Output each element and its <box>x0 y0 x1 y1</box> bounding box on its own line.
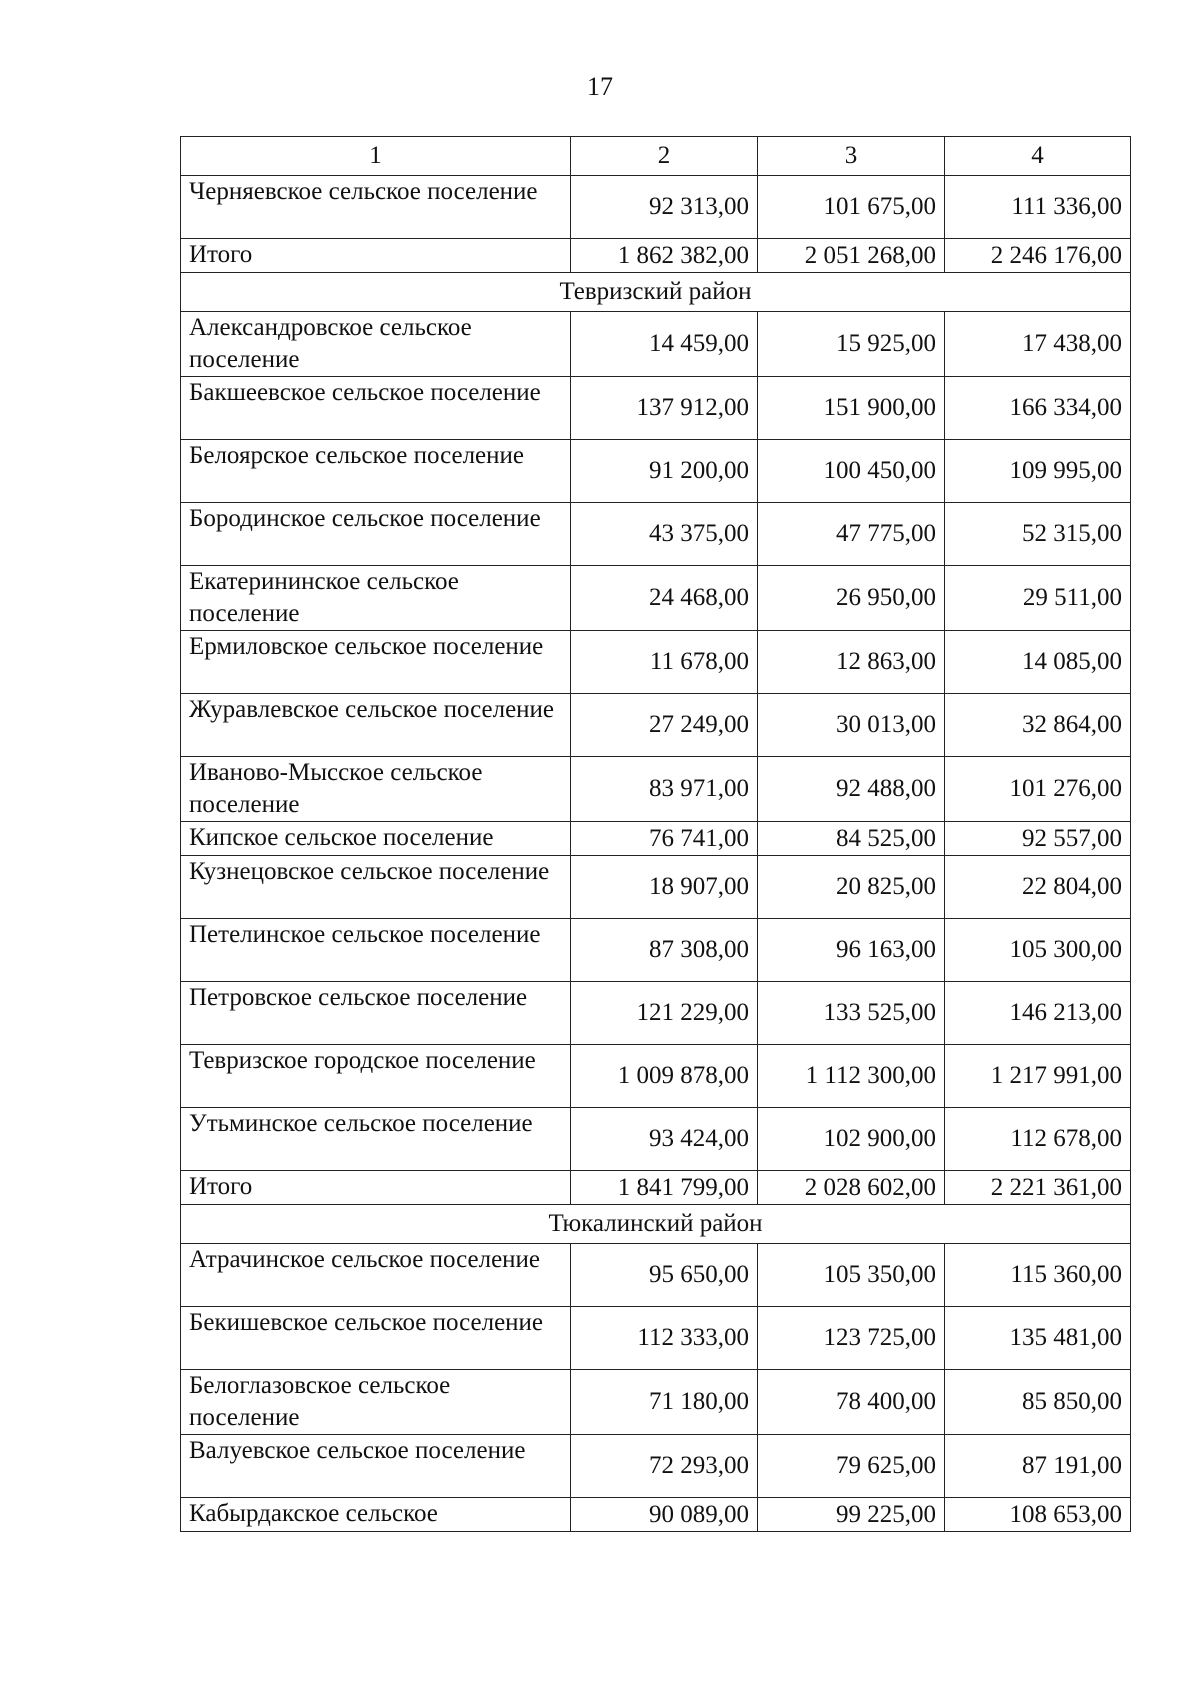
settlement-name: Ермиловское сельское поселение <box>181 631 571 694</box>
value-col-4: 115 360,00 <box>945 1244 1131 1307</box>
value-col-2: 72 293,00 <box>571 1435 758 1498</box>
column-header-4: 4 <box>945 137 1131 176</box>
value-col-2: 14 459,00 <box>571 312 758 377</box>
value-col-3: 15 925,00 <box>758 312 945 377</box>
value-col-2: 1 009 878,00 <box>571 1045 758 1108</box>
settlement-name: Бакшеевское сельское поселение <box>181 377 571 440</box>
value-col-4: 112 678,00 <box>945 1108 1131 1171</box>
total-label: Итого <box>181 1171 571 1205</box>
table-row <box>181 822 1131 856</box>
settlement-name: Атрачинское сельское поселение <box>181 1244 571 1307</box>
settlement-name: Бекишевское сельское поселение <box>181 1307 571 1370</box>
value-col-3: 79 625,00 <box>758 1435 945 1498</box>
value-col-2: 112 333,00 <box>571 1307 758 1370</box>
table-row <box>181 377 1131 440</box>
value-col-2: 18 907,00 <box>571 856 758 919</box>
value-col-2: 95 650,00 <box>571 1244 758 1307</box>
value-col-2: 27 249,00 <box>571 694 758 757</box>
table-row <box>181 1045 1131 1108</box>
settlement-name: Екатерининское сельское поселение <box>181 566 571 631</box>
value-col-3: 100 450,00 <box>758 440 945 503</box>
value-col-4: 146 213,00 <box>945 982 1131 1045</box>
value-col-3: 84 525,00 <box>758 822 945 856</box>
value-col-3: 151 900,00 <box>758 377 945 440</box>
settlement-name: Кузнецовское сельское поселение <box>181 856 571 919</box>
value-col-4: 85 850,00 <box>945 1370 1131 1435</box>
value-col-2: 90 089,00 <box>571 1498 758 1532</box>
value-col-2: 11 678,00 <box>571 631 758 694</box>
value-col-2: 121 229,00 <box>571 982 758 1045</box>
settlement-name: Утьминское сельское поселение <box>181 1108 571 1171</box>
value-col-3: 102 900,00 <box>758 1108 945 1171</box>
value-col-2: 91 200,00 <box>571 440 758 503</box>
column-header-3: 3 <box>758 137 945 176</box>
table-row <box>181 176 1131 239</box>
value-col-3: 101 675,00 <box>758 176 945 239</box>
value-col-3: 20 825,00 <box>758 856 945 919</box>
table-row <box>181 1108 1131 1171</box>
value-col-3: 2 028 602,00 <box>758 1171 945 1205</box>
table-row <box>181 757 1131 822</box>
value-col-4: 92 557,00 <box>945 822 1131 856</box>
settlement-name: Кипское сельское поселение <box>181 822 571 856</box>
value-col-2: 1 841 799,00 <box>571 1171 758 1205</box>
table-header <box>181 137 1131 176</box>
value-col-3: 105 350,00 <box>758 1244 945 1307</box>
settlement-name: Петровское сельское поселение <box>181 982 571 1045</box>
column-header-1: 1 <box>181 137 571 176</box>
table-row <box>181 1435 1131 1498</box>
value-col-2: 87 308,00 <box>571 919 758 982</box>
value-col-4: 52 315,00 <box>945 503 1131 566</box>
value-col-3: 96 163,00 <box>758 919 945 982</box>
settlement-name: Александровское сельское поселение <box>181 312 571 377</box>
value-col-4: 135 481,00 <box>945 1307 1131 1370</box>
table-row <box>181 1498 1131 1532</box>
total-row <box>181 239 1131 273</box>
value-col-3: 123 725,00 <box>758 1307 945 1370</box>
value-col-2: 71 180,00 <box>571 1370 758 1435</box>
settlement-name: Черняевское сельское поселение <box>181 176 571 239</box>
value-col-3: 99 225,00 <box>758 1498 945 1532</box>
table-row <box>181 440 1131 503</box>
value-col-3: 92 488,00 <box>758 757 945 822</box>
value-col-3: 26 950,00 <box>758 566 945 631</box>
settlement-name: Журавлевское сельское поселение <box>181 694 571 757</box>
section-header-row <box>181 273 1131 312</box>
settlement-name: Белоярское сельское поселение <box>181 440 571 503</box>
value-col-4: 111 336,00 <box>945 176 1131 239</box>
value-col-4: 109 995,00 <box>945 440 1131 503</box>
table-body <box>181 176 1131 1532</box>
table-row <box>181 631 1131 694</box>
settlement-name: Иваново-Мысское сельское поселение <box>181 757 571 822</box>
value-col-4: 101 276,00 <box>945 757 1131 822</box>
value-col-4: 2 221 361,00 <box>945 1171 1131 1205</box>
section-header-row <box>181 1205 1131 1244</box>
table-row <box>181 312 1131 377</box>
total-row <box>181 1171 1131 1205</box>
value-col-3: 133 525,00 <box>758 982 945 1045</box>
value-col-2: 43 375,00 <box>571 503 758 566</box>
settlement-name: Петелинское сельское поселение <box>181 919 571 982</box>
table-row <box>181 566 1131 631</box>
budget-table <box>180 136 1131 1532</box>
table-row <box>181 1307 1131 1370</box>
district-heading: Тюкалинский район <box>181 1205 1131 1244</box>
page-number: 17 <box>587 72 613 101</box>
table-row <box>181 694 1131 757</box>
settlement-name: Кабырдакское сельское <box>181 1498 571 1532</box>
value-col-4: 1 217 991,00 <box>945 1045 1131 1108</box>
table-row <box>181 919 1131 982</box>
value-col-4: 17 438,00 <box>945 312 1131 377</box>
value-col-2: 137 912,00 <box>571 377 758 440</box>
settlement-name: Белоглазовское сельское поселение <box>181 1370 571 1435</box>
value-col-4: 87 191,00 <box>945 1435 1131 1498</box>
value-col-2: 92 313,00 <box>571 176 758 239</box>
value-col-2: 93 424,00 <box>571 1108 758 1171</box>
value-col-4: 29 511,00 <box>945 566 1131 631</box>
table-row <box>181 1244 1131 1307</box>
table-row <box>181 1370 1131 1435</box>
value-col-3: 2 051 268,00 <box>758 239 945 273</box>
value-col-3: 1 112 300,00 <box>758 1045 945 1108</box>
settlement-name: Тевризское городское поселение <box>181 1045 571 1108</box>
district-heading: Тевризский район <box>181 273 1131 312</box>
total-label: Итого <box>181 239 571 273</box>
value-col-2: 83 971,00 <box>571 757 758 822</box>
settlement-name: Валуевское сельское поселение <box>181 1435 571 1498</box>
value-col-3: 47 775,00 <box>758 503 945 566</box>
column-header-2: 2 <box>571 137 758 176</box>
value-col-4: 2 246 176,00 <box>945 239 1131 273</box>
value-col-2: 76 741,00 <box>571 822 758 856</box>
value-col-4: 22 804,00 <box>945 856 1131 919</box>
settlement-name: Бородинское сельское поселение <box>181 503 571 566</box>
value-col-4: 105 300,00 <box>945 919 1131 982</box>
value-col-3: 78 400,00 <box>758 1370 945 1435</box>
value-col-3: 30 013,00 <box>758 694 945 757</box>
table-row <box>181 856 1131 919</box>
value-col-4: 166 334,00 <box>945 377 1131 440</box>
value-col-2: 1 862 382,00 <box>571 239 758 273</box>
value-col-4: 108 653,00 <box>945 1498 1131 1532</box>
value-col-4: 32 864,00 <box>945 694 1131 757</box>
table-row <box>181 503 1131 566</box>
value-col-3: 12 863,00 <box>758 631 945 694</box>
table-row <box>181 982 1131 1045</box>
value-col-4: 14 085,00 <box>945 631 1131 694</box>
value-col-2: 24 468,00 <box>571 566 758 631</box>
